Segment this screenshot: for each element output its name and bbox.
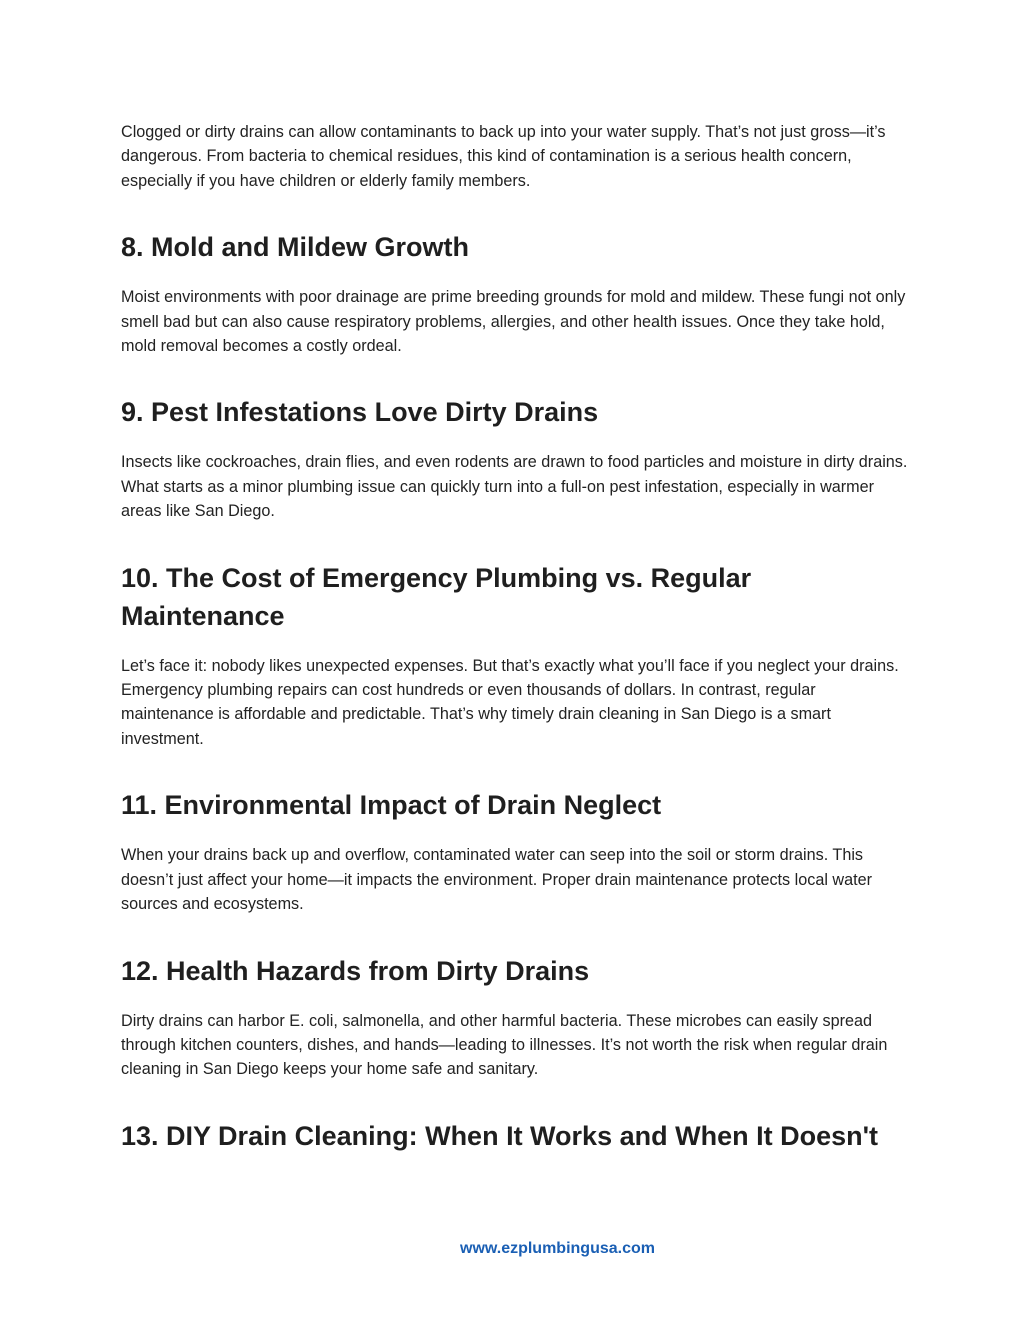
section-body-8: Moist environments with poor drainage are prime breeding grounds for mold and mildew. These fungi not only smell bad but can also cause respiratory problems, allergies, and other health issues. Once they take hold, mold removal becomes a costly ordeal. [121, 288, 906, 356]
section-body-12: Dirty drains can harbor E. coli, salmonella, and other harmful bacteria. These microbes can easily spread through kitchen counters, dishes, and hands—leading to illnesses. It’s not worth the risk when regular drain cleaning in San Diego keeps your home safe and sanitary. [121, 1011, 888, 1079]
section-heading-11: 11. Environmental Impact of Drain Neglect [121, 790, 662, 821]
section-heading-9: 9. Pest Infestations Love Dirty Drains [121, 397, 599, 428]
footer-website-link[interactable]: www.ezplumbingusa.com [460, 1240, 655, 1257]
section-body-11: When your drains back up and overflow, contaminated water can seep into the soil or storm drains. This doesn’t just affect your home—it impacts the environment. Proper drain maintenance protects local water sources and ecosystems. [121, 846, 872, 914]
intro-paragraph: Clogged or dirty drains can allow contaminants to back up into your water supply. That’s not just gross—it’s dangerous. From bacteria to chemical residues, this kind of contamination is a serious health concern, especially if you have children or elderly family members. [121, 123, 886, 190]
document-body [121, 120, 911, 1155]
section-heading-10: 10. The Cost of Emergency Plumbing vs. Regular Maintenance [121, 562, 752, 631]
section-heading-8: 8. Mold and Mildew Growth [121, 232, 469, 263]
section-body-10: Let’s face it: nobody likes unexpected expenses. But that’s exactly what you’ll face if you neglect your drains. Emergency plumbing repairs can cost hundreds or even thousands of dollars. In contrast, regular maintenance is affordable and predictable. That’s why timely drain cleaning in San Diego is a smart investment. [121, 656, 899, 748]
section-heading-13: 13. DIY Drain Cleaning: When It Works and When It Doesn't [121, 1120, 879, 1151]
section-heading-12: 12. Health Hazards from Dirty Drains [121, 955, 590, 986]
section-body-9: Insects like cockroaches, drain flies, and even rodents are drawn to food particles and moisture in dirty drains. What starts as a minor plumbing issue can quickly turn into a full-on pest infestation, especially in warmer areas like San Diego. [121, 453, 908, 521]
